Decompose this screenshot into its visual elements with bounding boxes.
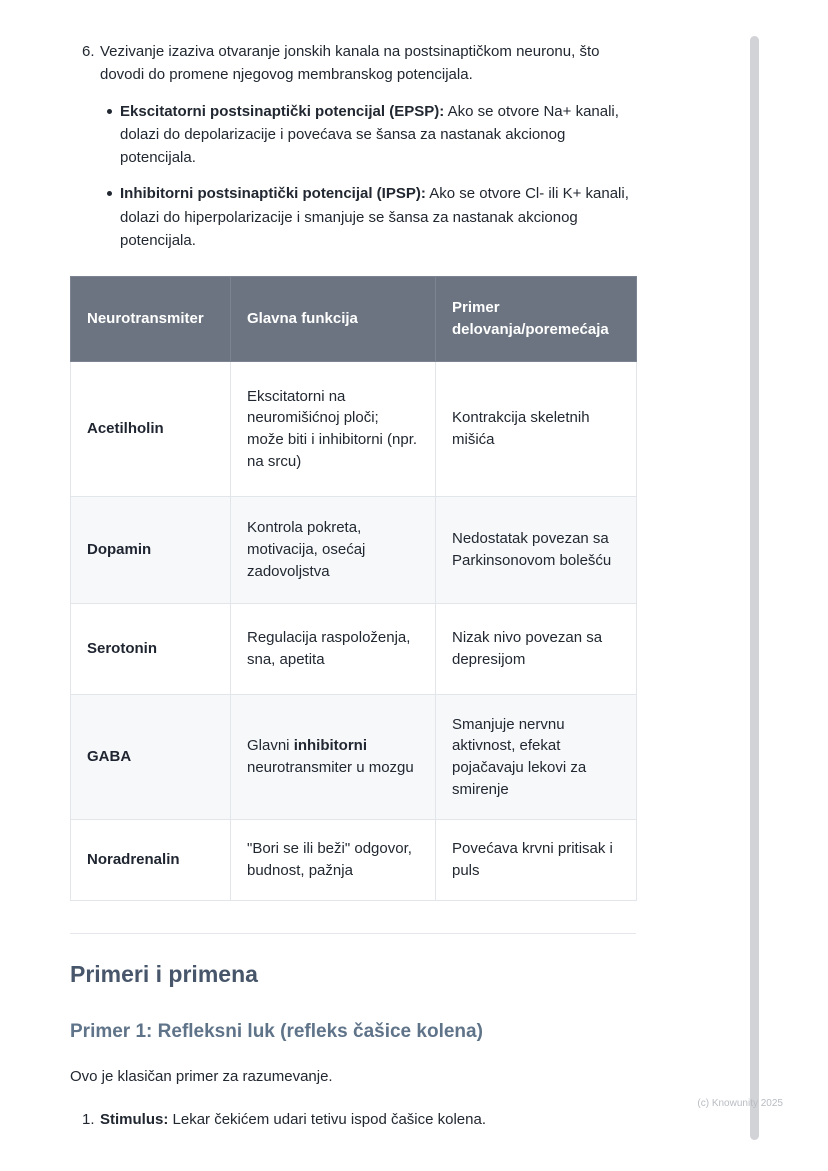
cell-name: GABA: [71, 695, 231, 820]
table-row: [71, 820, 637, 901]
step-rest: Lekar čekićem udari tetivu ispod čašice kolena.: [168, 1110, 487, 1128]
bullet-bold-lead: Inhibitorni postsinaptički potencijal (IPSP):: [120, 185, 426, 203]
column-header-funkcija: Glavna funkcija: [231, 277, 436, 362]
bullet-rest: Ako se otvore Na+ kanali, dolazi do depolarizacije i povećava se šansa za nastanak akcionog potencijala.: [120, 102, 619, 166]
list-text: Vezivanje izaziva otvaranje jonskih kanala na postsinaptičkom neuronu, što dovodi do promene njegovog membranskog potencijala.: [100, 43, 600, 84]
cell-name: Noradrenalin: [71, 820, 231, 901]
paragraph: Ovo je klasičan primer za razumevanje.: [70, 1067, 333, 1085]
subsection-heading: Primer 1: Refleksni luk (refleks čašice kolena): [70, 1020, 483, 1042]
list-number: 1.: [82, 1110, 95, 1128]
cell-funkcija: Kontrola pokreta, motivacija, osećaj zadovoljstva: [231, 497, 436, 604]
step-bold-lead: Stimulus:: [100, 1110, 169, 1128]
table-row: [71, 362, 637, 497]
numbered-item-6: [70, 40, 636, 87]
column-header-primer: Primer delovanja/poremećaja: [436, 277, 637, 362]
cell-bold-text: inhibitorni: [293, 737, 368, 755]
cell-primer: Nedostatak povezan sa Parkinsonovom bolešću: [436, 497, 637, 604]
section-heading: Primeri i primena: [70, 961, 258, 987]
document-content: [70, 40, 636, 1131]
scrollbar[interactable]: [750, 36, 759, 1140]
numbered-item-1: [70, 1108, 636, 1131]
column-header-neurotransmiter: Neurotransmiter: [71, 277, 231, 362]
cell-text: neurotransmiter u mozgu: [247, 759, 414, 776]
bullet-bold-lead: Ekscitatorni postsinaptički potencijal (EPSP):: [120, 102, 445, 120]
table-header-row: [71, 277, 637, 362]
watermark: (c) Knowunity 2025: [697, 1098, 783, 1109]
cell-text: Glavni: [247, 737, 294, 755]
cell-name: Dopamin: [71, 497, 231, 604]
table-row: [71, 497, 637, 604]
cell-primer: Kontrakcija skeletnih mišića: [436, 362, 637, 497]
horizontal-rule: [70, 933, 636, 934]
bullet-text: [120, 103, 619, 167]
bullet-icon: [107, 109, 112, 114]
neurotransmitter-table: [70, 276, 637, 901]
list-number: 6.: [82, 43, 95, 60]
bullet-text: [120, 185, 629, 249]
list-text: [100, 1111, 486, 1128]
cell-primer: Povećava krvni pritisak i puls: [436, 820, 637, 901]
cell-funkcija: "Bori se ili beži" odgovor, budnost, pažnja: [231, 820, 436, 901]
cell-funkcija: Ekscitatorni na neuromišićnoj ploči; može biti i inhibitorni (npr. na srcu): [231, 362, 436, 497]
cell-name: Serotonin: [71, 604, 231, 695]
bullet-item-ipsp: [70, 182, 636, 252]
bullet-icon: [107, 191, 112, 196]
cell-primer: Smanjuje nervnu aktivnost, efekat pojačavaju lekovi za smirenje: [436, 695, 637, 820]
cell-funkcija: [231, 695, 436, 820]
cell-primer: Nizak nivo povezan sa depresijom: [436, 604, 637, 695]
bullet-item-epsp: [70, 100, 636, 170]
bullet-rest: Ako se otvore Cl- ili K+ kanali, dolazi do hiperpolarizacije i smanjuje se šansa za nastanak akcionog potencijala.: [120, 185, 629, 249]
table-row: [71, 604, 637, 695]
cell-name: Acetilholin: [71, 362, 231, 497]
cell-funkcija: Regulacija raspoloženja, sna, apetita: [231, 604, 436, 695]
table-row: [71, 695, 637, 820]
